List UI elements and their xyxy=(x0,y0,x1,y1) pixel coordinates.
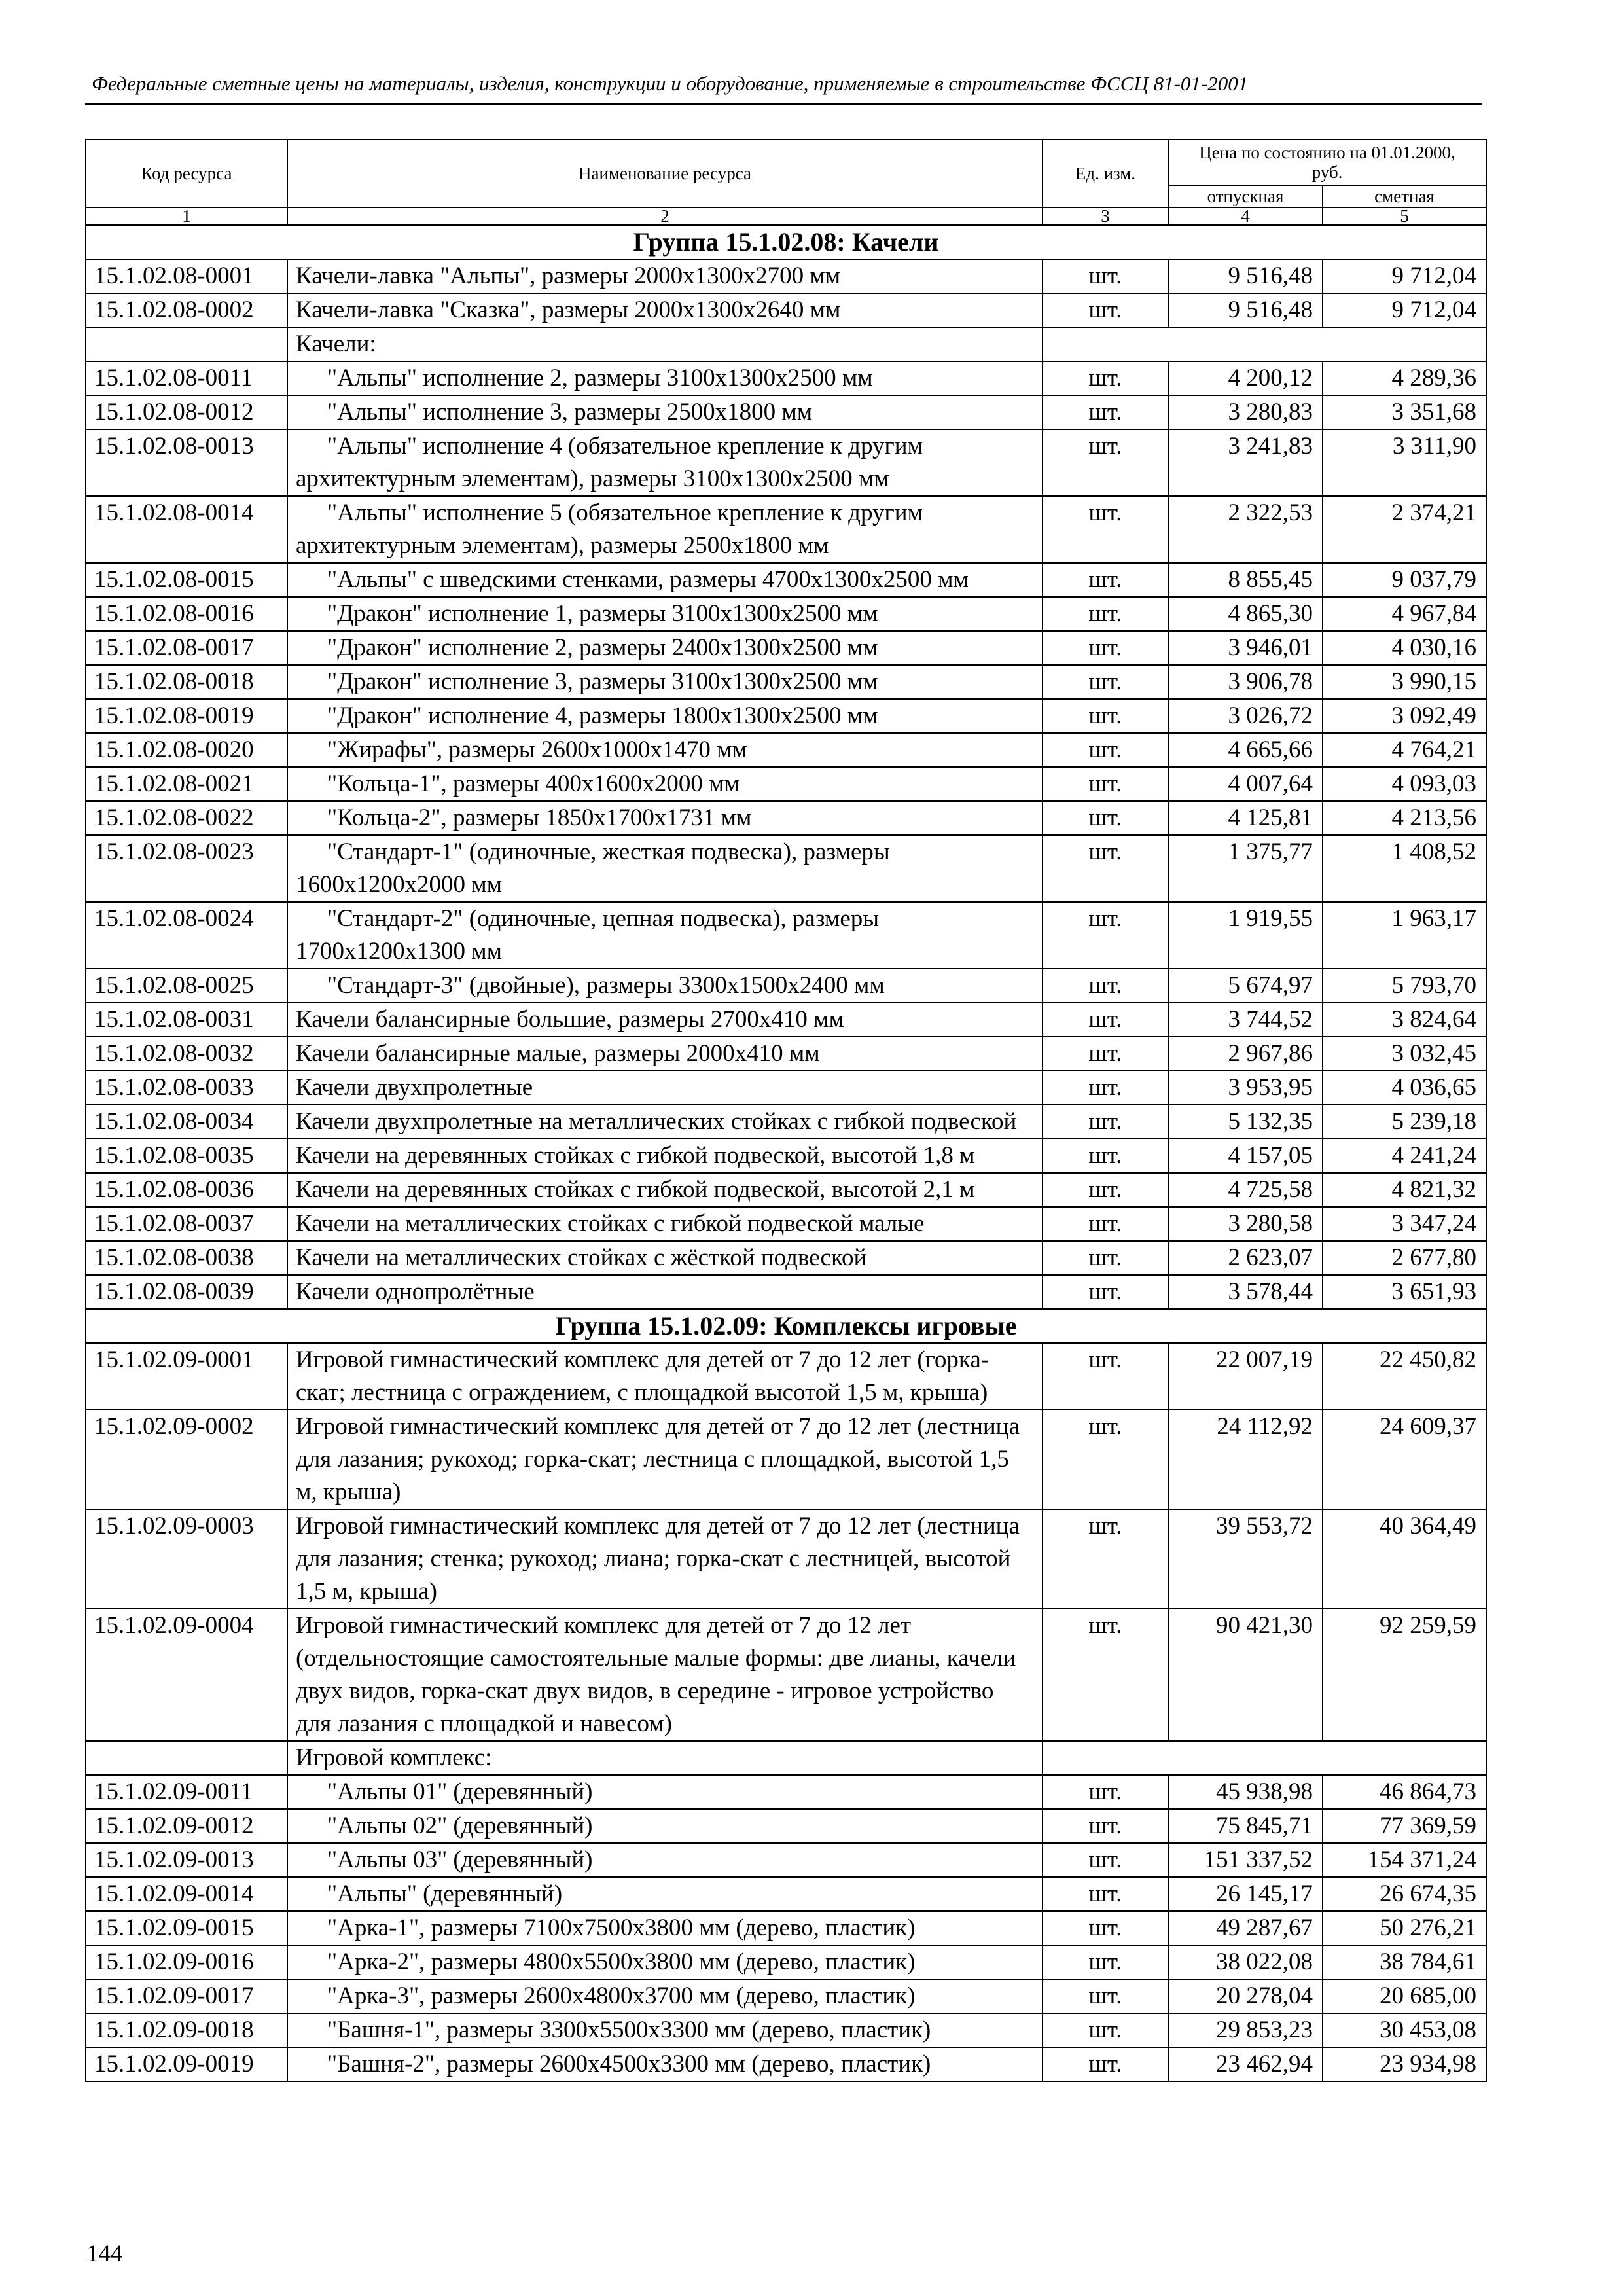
resource-unit: шт. xyxy=(1043,1509,1168,1609)
estimate-price: 5 239,18 xyxy=(1323,1105,1486,1139)
resource-code: 15.1.02.08-0036 xyxy=(86,1173,287,1207)
resource-unit: шт. xyxy=(1043,1139,1168,1173)
table-body xyxy=(86,225,1486,2081)
table-row xyxy=(86,902,1486,969)
resource-unit: шт. xyxy=(1043,1071,1168,1105)
estimate-price: 3 347,24 xyxy=(1323,1207,1486,1241)
resource-code: 15.1.02.08-0002 xyxy=(86,293,287,327)
estimate-price: 3 651,93 xyxy=(1323,1275,1486,1309)
release-price: 8 855,45 xyxy=(1168,563,1323,597)
resource-code: 15.1.02.08-0017 xyxy=(86,631,287,665)
resource-code: 15.1.02.08-0013 xyxy=(86,429,287,496)
resource-code xyxy=(86,327,287,361)
table-row xyxy=(86,699,1486,733)
table-row xyxy=(86,496,1486,563)
resource-unit: шт. xyxy=(1043,699,1168,733)
resource-name: "Стандарт-1" (одиночные, жесткая подвеска), размеры 1600х1200х2000 мм xyxy=(287,835,1043,902)
estimate-price: 154 371,24 xyxy=(1323,1843,1486,1877)
resource-unit: шт. xyxy=(1043,496,1168,563)
resource-unit: шт. xyxy=(1043,1037,1168,1071)
resource-code: 15.1.02.09-0012 xyxy=(86,1809,287,1843)
page-number: 144 xyxy=(86,2240,123,2267)
estimate-price: 3 990,15 xyxy=(1323,665,1486,699)
resource-code: 15.1.02.09-0017 xyxy=(86,1979,287,2013)
resource-name: "Арка-1", размеры 7100х7500х3800 мм (дерево, пластик) xyxy=(287,1911,1043,1945)
resource-name: "Дракон" исполнение 3, размеры 3100х1300х2500 мм xyxy=(287,665,1043,699)
resource-unit: шт. xyxy=(1043,631,1168,665)
estimate-price: 9 712,04 xyxy=(1323,259,1486,293)
resource-unit: шт. xyxy=(1043,1003,1168,1037)
release-price: 4 007,64 xyxy=(1168,767,1323,801)
resource-code: 15.1.02.09-0011 xyxy=(86,1775,287,1809)
column-header-price: Цена по состоянию на 01.01.2000, руб. xyxy=(1168,139,1486,185)
resource-code: 15.1.02.08-0038 xyxy=(86,1241,287,1275)
subheader-title: Качели: xyxy=(287,327,1043,361)
resource-unit: шт. xyxy=(1043,1609,1168,1741)
resource-code: 15.1.02.08-0020 xyxy=(86,733,287,767)
resource-code: 15.1.02.08-0018 xyxy=(86,665,287,699)
estimate-price: 4 241,24 xyxy=(1323,1139,1486,1173)
resource-name: "Кольца-2", размеры 1850х1700х1731 мм xyxy=(287,801,1043,835)
estimate-price: 4 289,36 xyxy=(1323,361,1486,395)
release-price: 38 022,08 xyxy=(1168,1945,1323,1979)
resource-code: 15.1.02.08-0031 xyxy=(86,1003,287,1037)
subheader-title: Игровой комплекс: xyxy=(287,1741,1043,1775)
resource-unit: шт. xyxy=(1043,429,1168,496)
resource-unit: шт. xyxy=(1043,1877,1168,1911)
estimate-price: 3 092,49 xyxy=(1323,699,1486,733)
estimate-price: 1 963,17 xyxy=(1323,902,1486,969)
resource-name: "Альпы" с шведскими стенками, размеры 4700х1300х2500 мм xyxy=(287,563,1043,597)
resource-name: "Альпы" исполнение 5 (обязательное крепление к другим архитектурным элементам), размеры 2500х1800 мм xyxy=(287,496,1043,563)
release-price: 9 516,48 xyxy=(1168,293,1323,327)
resource-name: "Кольца-1", размеры 400х1600х2000 мм xyxy=(287,767,1043,801)
resource-unit: шт. xyxy=(1043,563,1168,597)
resource-unit: шт. xyxy=(1043,2047,1168,2081)
resource-code: 15.1.02.08-0033 xyxy=(86,1071,287,1105)
resource-code: 15.1.02.08-0024 xyxy=(86,902,287,969)
resource-code: 15.1.02.09-0019 xyxy=(86,2047,287,2081)
estimate-price: 2 677,80 xyxy=(1323,1241,1486,1275)
table-row xyxy=(86,1343,1486,1410)
estimate-price: 20 685,00 xyxy=(1323,1979,1486,2013)
resource-unit: шт. xyxy=(1043,293,1168,327)
release-price: 3 241,83 xyxy=(1168,429,1323,496)
resource-name: Качели двухпролетные на металлических стойках с гибкой подвеской xyxy=(287,1105,1043,1139)
resource-unit: шт. xyxy=(1043,1809,1168,1843)
estimate-price: 46 864,73 xyxy=(1323,1775,1486,1809)
resource-name: "Жирафы", размеры 2600х1000х1470 мм xyxy=(287,733,1043,767)
resource-unit: шт. xyxy=(1043,733,1168,767)
release-price: 2 623,07 xyxy=(1168,1241,1323,1275)
resource-unit: шт. xyxy=(1043,1343,1168,1410)
release-price: 151 337,52 xyxy=(1168,1843,1323,1877)
resource-name: "Башня-2", размеры 2600х4500х3300 мм (дерево, пластик) xyxy=(287,2047,1043,2081)
release-price: 4 665,66 xyxy=(1168,733,1323,767)
estimate-price: 24 609,37 xyxy=(1323,1410,1486,1509)
resource-name: "Стандарт-2" (одиночные, цепная подвеска), размеры 1700х1200х1300 мм xyxy=(287,902,1043,969)
table-row xyxy=(86,733,1486,767)
release-price: 4 865,30 xyxy=(1168,597,1323,631)
estimate-price: 4 030,16 xyxy=(1323,631,1486,665)
resource-code: 15.1.02.09-0003 xyxy=(86,1509,287,1609)
estimate-price: 4 821,32 xyxy=(1323,1173,1486,1207)
table-row xyxy=(86,1609,1486,1741)
column-header-code: Код ресурса xyxy=(86,139,287,207)
header-divider xyxy=(85,103,1482,105)
resource-code: 15.1.02.09-0002 xyxy=(86,1410,287,1509)
table-row xyxy=(86,1809,1486,1843)
resource-name: "Дракон" исполнение 2, размеры 2400х1300х2500 мм xyxy=(287,631,1043,665)
column-header-estimate: сметная xyxy=(1323,185,1486,207)
resource-unit: шт. xyxy=(1043,1275,1168,1309)
resource-name: "Арка-3", размеры 2600х4800х3700 мм (дерево, пластик) xyxy=(287,1979,1043,2013)
page-header-title: Федеральные сметные цены на материалы, изделия, конструкции и оборудование, применяемые в строительстве ФССЦ 81-01-2001 xyxy=(92,72,1249,95)
resource-code: 15.1.02.09-0001 xyxy=(86,1343,287,1410)
column-header-unit: Ед. изм. xyxy=(1043,139,1168,207)
table-row xyxy=(86,969,1486,1003)
resource-unit: шт. xyxy=(1043,835,1168,902)
resource-unit: шт. xyxy=(1043,395,1168,429)
table-row xyxy=(86,1410,1486,1509)
resource-code: 15.1.02.08-0023 xyxy=(86,835,287,902)
resource-name: "Стандарт-3" (двойные), размеры 3300х1500х2400 мм xyxy=(287,969,1043,1003)
estimate-price: 3 824,64 xyxy=(1323,1003,1486,1037)
release-price: 3 578,44 xyxy=(1168,1275,1323,1309)
estimate-price: 4 764,21 xyxy=(1323,733,1486,767)
resource-unit: шт. xyxy=(1043,1979,1168,2013)
resource-name: Качели двухпролетные xyxy=(287,1071,1043,1105)
group-title: Группа 15.1.02.09: Комплексы игровые xyxy=(86,1309,1486,1343)
release-price: 3 744,52 xyxy=(1168,1003,1323,1037)
resource-name: "Арка-2", размеры 4800х5500х3800 мм (дерево, пластик) xyxy=(287,1945,1043,1979)
table-row xyxy=(86,1173,1486,1207)
table-row xyxy=(86,1003,1486,1037)
resource-unit: шт. xyxy=(1043,1173,1168,1207)
table-row xyxy=(86,2047,1486,2081)
estimate-price: 3 351,68 xyxy=(1323,395,1486,429)
table-row xyxy=(86,1911,1486,1945)
empty-cell xyxy=(1043,327,1486,361)
resource-name: Игровой гимнастический комплекс для детей от 7 до 12 лет (горка-скат; лестница с ограждением, с площадкой высотой 1,5 м, крыша) xyxy=(287,1343,1043,1410)
estimate-price: 23 934,98 xyxy=(1323,2047,1486,2081)
resource-unit: шт. xyxy=(1043,1207,1168,1241)
resource-unit: шт. xyxy=(1043,665,1168,699)
table-row xyxy=(86,1945,1486,1979)
resource-code xyxy=(86,1741,287,1775)
resource-code: 15.1.02.09-0015 xyxy=(86,1911,287,1945)
resource-unit: шт. xyxy=(1043,1410,1168,1509)
resource-unit: шт. xyxy=(1043,1945,1168,1979)
empty-cell xyxy=(1043,1741,1486,1775)
table-row xyxy=(86,767,1486,801)
resource-name: "Альпы 03" (деревянный) xyxy=(287,1843,1043,1877)
group-header-row xyxy=(86,1309,1486,1343)
table-row xyxy=(86,259,1486,293)
resource-code: 15.1.02.08-0001 xyxy=(86,259,287,293)
release-price: 3 946,01 xyxy=(1168,631,1323,665)
table-row xyxy=(86,2013,1486,2047)
resource-name: "Дракон" исполнение 1, размеры 3100х1300х2500 мм xyxy=(287,597,1043,631)
release-price: 26 145,17 xyxy=(1168,1877,1323,1911)
resource-name: Качели на металлических стойках с гибкой подвеской малые xyxy=(287,1207,1043,1241)
table-row xyxy=(86,1509,1486,1609)
resource-name: "Альпы" исполнение 4 (обязательное крепление к другим архитектурным элементам), размеры 3100х1300х2500 мм xyxy=(287,429,1043,496)
table-row xyxy=(86,563,1486,597)
table-row xyxy=(86,395,1486,429)
release-price: 90 421,30 xyxy=(1168,1609,1323,1741)
table-row xyxy=(86,293,1486,327)
resource-code: 15.1.02.09-0016 xyxy=(86,1945,287,1979)
resource-code: 15.1.02.09-0018 xyxy=(86,2013,287,2047)
column-header-release: отпускная xyxy=(1168,185,1323,207)
table-row xyxy=(86,801,1486,835)
estimate-price: 5 793,70 xyxy=(1323,969,1486,1003)
resource-name: Качели балансирные малые, размеры 2000х410 мм xyxy=(287,1037,1043,1071)
release-price: 22 007,19 xyxy=(1168,1343,1323,1410)
subheader-row xyxy=(86,327,1486,361)
estimate-price: 40 364,49 xyxy=(1323,1509,1486,1609)
resource-name: Качели-лавка "Альпы", размеры 2000х1300х2700 мм xyxy=(287,259,1043,293)
resource-unit: шт. xyxy=(1043,1105,1168,1139)
column-number: 3 xyxy=(1043,207,1168,225)
table-row xyxy=(86,1877,1486,1911)
table-row xyxy=(86,597,1486,631)
table-row xyxy=(86,1775,1486,1809)
column-number: 5 xyxy=(1323,207,1486,225)
release-price: 3 280,83 xyxy=(1168,395,1323,429)
table-row xyxy=(86,1241,1486,1275)
estimate-price: 9 037,79 xyxy=(1323,563,1486,597)
resource-name: Качели-лавка "Сказка", размеры 2000х1300х2640 мм xyxy=(287,293,1043,327)
resource-unit: шт. xyxy=(1043,801,1168,835)
column-number: 1 xyxy=(86,207,287,225)
estimate-price: 4 967,84 xyxy=(1323,597,1486,631)
table-row xyxy=(86,631,1486,665)
resource-code: 15.1.02.08-0032 xyxy=(86,1037,287,1071)
resource-code: 15.1.02.08-0034 xyxy=(86,1105,287,1139)
resource-code: 15.1.02.08-0035 xyxy=(86,1139,287,1173)
table-row xyxy=(86,835,1486,902)
resource-code: 15.1.02.08-0039 xyxy=(86,1275,287,1309)
resource-name: Качели балансирные большие, размеры 2700х410 мм xyxy=(287,1003,1043,1037)
estimate-price: 22 450,82 xyxy=(1323,1343,1486,1410)
resource-name: "Альпы 02" (деревянный) xyxy=(287,1809,1043,1843)
table-row xyxy=(86,1979,1486,2013)
release-price: 24 112,92 xyxy=(1168,1410,1323,1509)
table-row xyxy=(86,1139,1486,1173)
price-table xyxy=(85,139,1487,2082)
resource-unit: шт. xyxy=(1043,1911,1168,1945)
release-price: 5 674,97 xyxy=(1168,969,1323,1003)
estimate-price: 50 276,21 xyxy=(1323,1911,1486,1945)
release-price: 4 725,58 xyxy=(1168,1173,1323,1207)
release-price: 49 287,67 xyxy=(1168,1911,1323,1945)
resource-code: 15.1.02.09-0004 xyxy=(86,1609,287,1741)
resource-code: 15.1.02.08-0012 xyxy=(86,395,287,429)
release-price: 4 125,81 xyxy=(1168,801,1323,835)
resource-unit: шт. xyxy=(1043,2013,1168,2047)
release-price: 2 322,53 xyxy=(1168,496,1323,563)
resource-code: 15.1.02.08-0037 xyxy=(86,1207,287,1241)
resource-unit: шт. xyxy=(1043,767,1168,801)
release-price: 1 375,77 xyxy=(1168,835,1323,902)
resource-name: "Альпы" (деревянный) xyxy=(287,1877,1043,1911)
table-row xyxy=(86,1037,1486,1071)
resource-code: 15.1.02.09-0013 xyxy=(86,1843,287,1877)
estimate-price: 4 093,03 xyxy=(1323,767,1486,801)
group-header-row xyxy=(86,225,1486,259)
release-price: 20 278,04 xyxy=(1168,1979,1323,2013)
resource-name: Качели однопролётные xyxy=(287,1275,1043,1309)
release-price: 29 853,23 xyxy=(1168,2013,1323,2047)
resource-unit: шт. xyxy=(1043,597,1168,631)
column-number: 2 xyxy=(287,207,1043,225)
estimate-price: 26 674,35 xyxy=(1323,1877,1486,1911)
release-price: 3 280,58 xyxy=(1168,1207,1323,1241)
table-row xyxy=(86,1071,1486,1105)
resource-code: 15.1.02.08-0011 xyxy=(86,361,287,395)
estimate-price: 3 311,90 xyxy=(1323,429,1486,496)
release-price: 5 132,35 xyxy=(1168,1105,1323,1139)
table-row xyxy=(86,361,1486,395)
table-row xyxy=(86,1843,1486,1877)
release-price: 4 200,12 xyxy=(1168,361,1323,395)
release-price: 1 919,55 xyxy=(1168,902,1323,969)
resource-code: 15.1.02.08-0021 xyxy=(86,767,287,801)
resource-name: "Дракон" исполнение 4, размеры 1800х1300х2500 мм xyxy=(287,699,1043,733)
table-row xyxy=(86,1105,1486,1139)
estimate-price: 3 032,45 xyxy=(1323,1037,1486,1071)
resource-unit: шт. xyxy=(1043,1843,1168,1877)
resource-code: 15.1.02.08-0025 xyxy=(86,969,287,1003)
estimate-price: 9 712,04 xyxy=(1323,293,1486,327)
release-price: 3 953,95 xyxy=(1168,1071,1323,1105)
estimate-price: 38 784,61 xyxy=(1323,1945,1486,1979)
resource-name: "Альпы 01" (деревянный) xyxy=(287,1775,1043,1809)
resource-code: 15.1.02.08-0016 xyxy=(86,597,287,631)
resource-unit: шт. xyxy=(1043,1241,1168,1275)
release-price: 39 553,72 xyxy=(1168,1509,1323,1609)
release-price: 2 967,86 xyxy=(1168,1037,1323,1071)
table-row xyxy=(86,1207,1486,1241)
resource-code: 15.1.02.09-0014 xyxy=(86,1877,287,1911)
group-title: Группа 15.1.02.08: Качели xyxy=(86,225,1486,259)
resource-name: Игровой гимнастический комплекс для детей от 7 до 12 лет (лестница для лазания; стенка; рукоход; лиана; горка-скат с лестницей, высотой 1,5 м, крыша) xyxy=(287,1509,1043,1609)
resource-name: "Альпы" исполнение 3, размеры 2500х1800 мм xyxy=(287,395,1043,429)
resource-name: Качели на металлических стойках с жёсткой подвеской xyxy=(287,1241,1043,1275)
estimate-price: 30 453,08 xyxy=(1323,2013,1486,2047)
resource-unit: шт. xyxy=(1043,969,1168,1003)
estimate-price: 77 369,59 xyxy=(1323,1809,1486,1843)
release-price: 3 026,72 xyxy=(1168,699,1323,733)
estimate-price: 1 408,52 xyxy=(1323,835,1486,902)
release-price: 75 845,71 xyxy=(1168,1809,1323,1843)
release-price: 45 938,98 xyxy=(1168,1775,1323,1809)
estimate-price: 4 213,56 xyxy=(1323,801,1486,835)
resource-name: "Альпы" исполнение 2, размеры 3100х1300х2500 мм xyxy=(287,361,1043,395)
resource-code: 15.1.02.08-0014 xyxy=(86,496,287,563)
resource-name: Игровой гимнастический комплекс для детей от 7 до 12 лет (отдельностоящие самостоятельные малые формы: две лианы, качели двух видов, горка-скат двух видов, в середине - игровое устройство для лазания с площадкой и навесом) xyxy=(287,1609,1043,1741)
table-row xyxy=(86,1275,1486,1309)
resource-unit: шт. xyxy=(1043,361,1168,395)
table-row xyxy=(86,665,1486,699)
column-number: 4 xyxy=(1168,207,1323,225)
estimate-price: 4 036,65 xyxy=(1323,1071,1486,1105)
estimate-price: 2 374,21 xyxy=(1323,496,1486,563)
resource-code: 15.1.02.08-0015 xyxy=(86,563,287,597)
release-price: 23 462,94 xyxy=(1168,2047,1323,2081)
table-row xyxy=(86,429,1486,496)
resource-unit: шт. xyxy=(1043,902,1168,969)
resource-name: "Башня-1", размеры 3300х5500х3300 мм (дерево, пластик) xyxy=(287,2013,1043,2047)
subheader-row xyxy=(86,1741,1486,1775)
resource-code: 15.1.02.08-0019 xyxy=(86,699,287,733)
resource-name: Игровой гимнастический комплекс для детей от 7 до 12 лет (лестница для лазания; рукоход; горка-скат; лестница с площадкой, высотой 1,5 м, крыша) xyxy=(287,1410,1043,1509)
resource-unit: шт. xyxy=(1043,1775,1168,1809)
column-header-name: Наименование ресурса xyxy=(287,139,1043,207)
release-price: 3 906,78 xyxy=(1168,665,1323,699)
resource-name: Качели на деревянных стойках с гибкой подвеской, высотой 2,1 м xyxy=(287,1173,1043,1207)
resource-unit: шт. xyxy=(1043,259,1168,293)
release-price: 9 516,48 xyxy=(1168,259,1323,293)
resource-name: Качели на деревянных стойках с гибкой подвеской, высотой 1,8 м xyxy=(287,1139,1043,1173)
resource-code: 15.1.02.08-0022 xyxy=(86,801,287,835)
release-price: 4 157,05 xyxy=(1168,1139,1323,1173)
estimate-price: 92 259,59 xyxy=(1323,1609,1486,1741)
